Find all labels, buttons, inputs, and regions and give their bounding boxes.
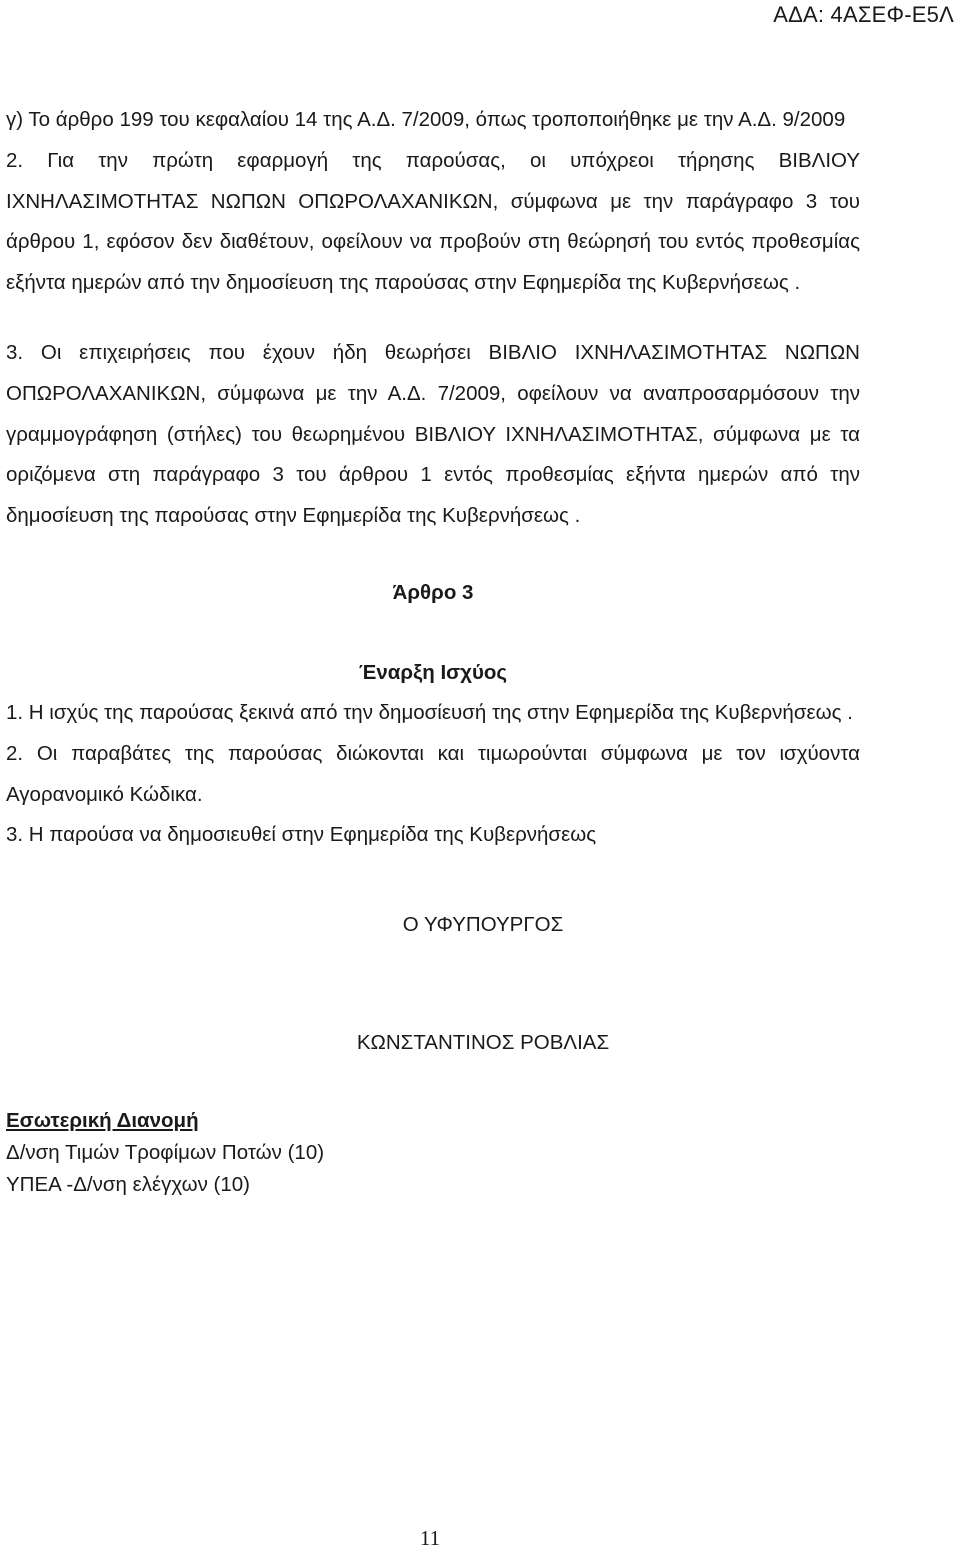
distribution-item: ΥΠΕΑ -Δ/νση ελέγχων (10) [6, 1173, 250, 1197]
ada-code: ΑΔΑ: 4ΑΣΕΦ-Ε5Λ [773, 2, 954, 27]
article-3-paragraph-1: 1. Η ισχύς της παρούσας ξεκινά από την δημοσίευσή της στην Εφημερίδα της Κυβερνήσεως . [6, 700, 853, 724]
page-number: 11 [419, 1526, 441, 1550]
signatory-name: ΚΩΝΣΤΑΝΤΙΝΟΣ ΡΟΒΛΙΑΣ [356, 1031, 610, 1055]
article-3-paragraph-2: 2. Οι παραβάτες της παρούσας διώκονται και τιμωρούνται σύμφωνα με τον ισχύοντα Αγορανομικό Κώδικα. [6, 741, 860, 806]
distribution-item: Δ/νση Τιμών Τροφίμων Ποτών (10) [6, 1141, 325, 1165]
paragraph-g: γ) Το άρθρο 199 του κεφαλαίου 14 της Α.Δ. 7/2009, όπως τροποποιήθηκε με την Α.Δ. 9/2009 [6, 108, 846, 131]
internal-distribution [6, 1105, 860, 1201]
signatory-role: Ο ΥΦΥΠΟΥΡΓΟΣ [402, 913, 564, 937]
article-3-paragraph-3: 3. Η παρούσα να δημοσιευθεί στην Εφημερίδα της Κυβερνήσεως [6, 823, 597, 847]
document-body [6, 100, 860, 1201]
article-title: Άρθρο 3 [392, 580, 474, 604]
distribution-title: Εσωτερική Διανομή [6, 1109, 199, 1133]
article-subtitle: Έναρξη Ισχύος [358, 660, 508, 684]
paragraph-2: 2. Για την πρώτη εφαρμογή της παρούσας, οι υπόχρεοι τήρησης ΒΙΒΛΙΟΥ ΙΧΝΗΛΑΣΙΜΟΤΗΤΑΣ ΝΩΠΩΝ ΟΠΩΡΟΛΑΧΑΝΙΚΩΝ, σύμφωνα με την παράγραφο 3 του άρθρου 1, εφόσον δεν διαθέτουν, οφείλουν να προβούν στη θεώρησή του εντός προθεσμίας εξήντα ημερών από την δημοσίευση της παρούσας στην Εφημερίδα της Κυβερνήσεως . [6, 148, 860, 295]
paragraph-3: 3. Οι επιχειρήσεις που έχουν ήδη θεωρήσει ΒΙΒΛΙΟ ΙΧΝΗΛΑΣΙΜΟΤΗΤΑΣ ΝΩΠΩΝ ΟΠΩΡΟΛΑΧΑΝΙΚΩΝ, σύμφωνα με την Α.Δ. 7/2009, οφείλουν να αναπροσαρμόσουν την γραμμογράφηση (στήλες) του θεωρημένου ΒΙΒΛΙΟΥ ΙΧΝΗΛΑΣΙΜΟΤΗΤΑΣ, σύμφωνα με τα οριζόμενα στη παράγραφο 3 του άρθρου 1 εντός προθεσμίας εξήντα ημερών από την δημοσίευση της παρούσας στην Εφημερίδα της Κυβερνήσεως . [6, 340, 860, 528]
